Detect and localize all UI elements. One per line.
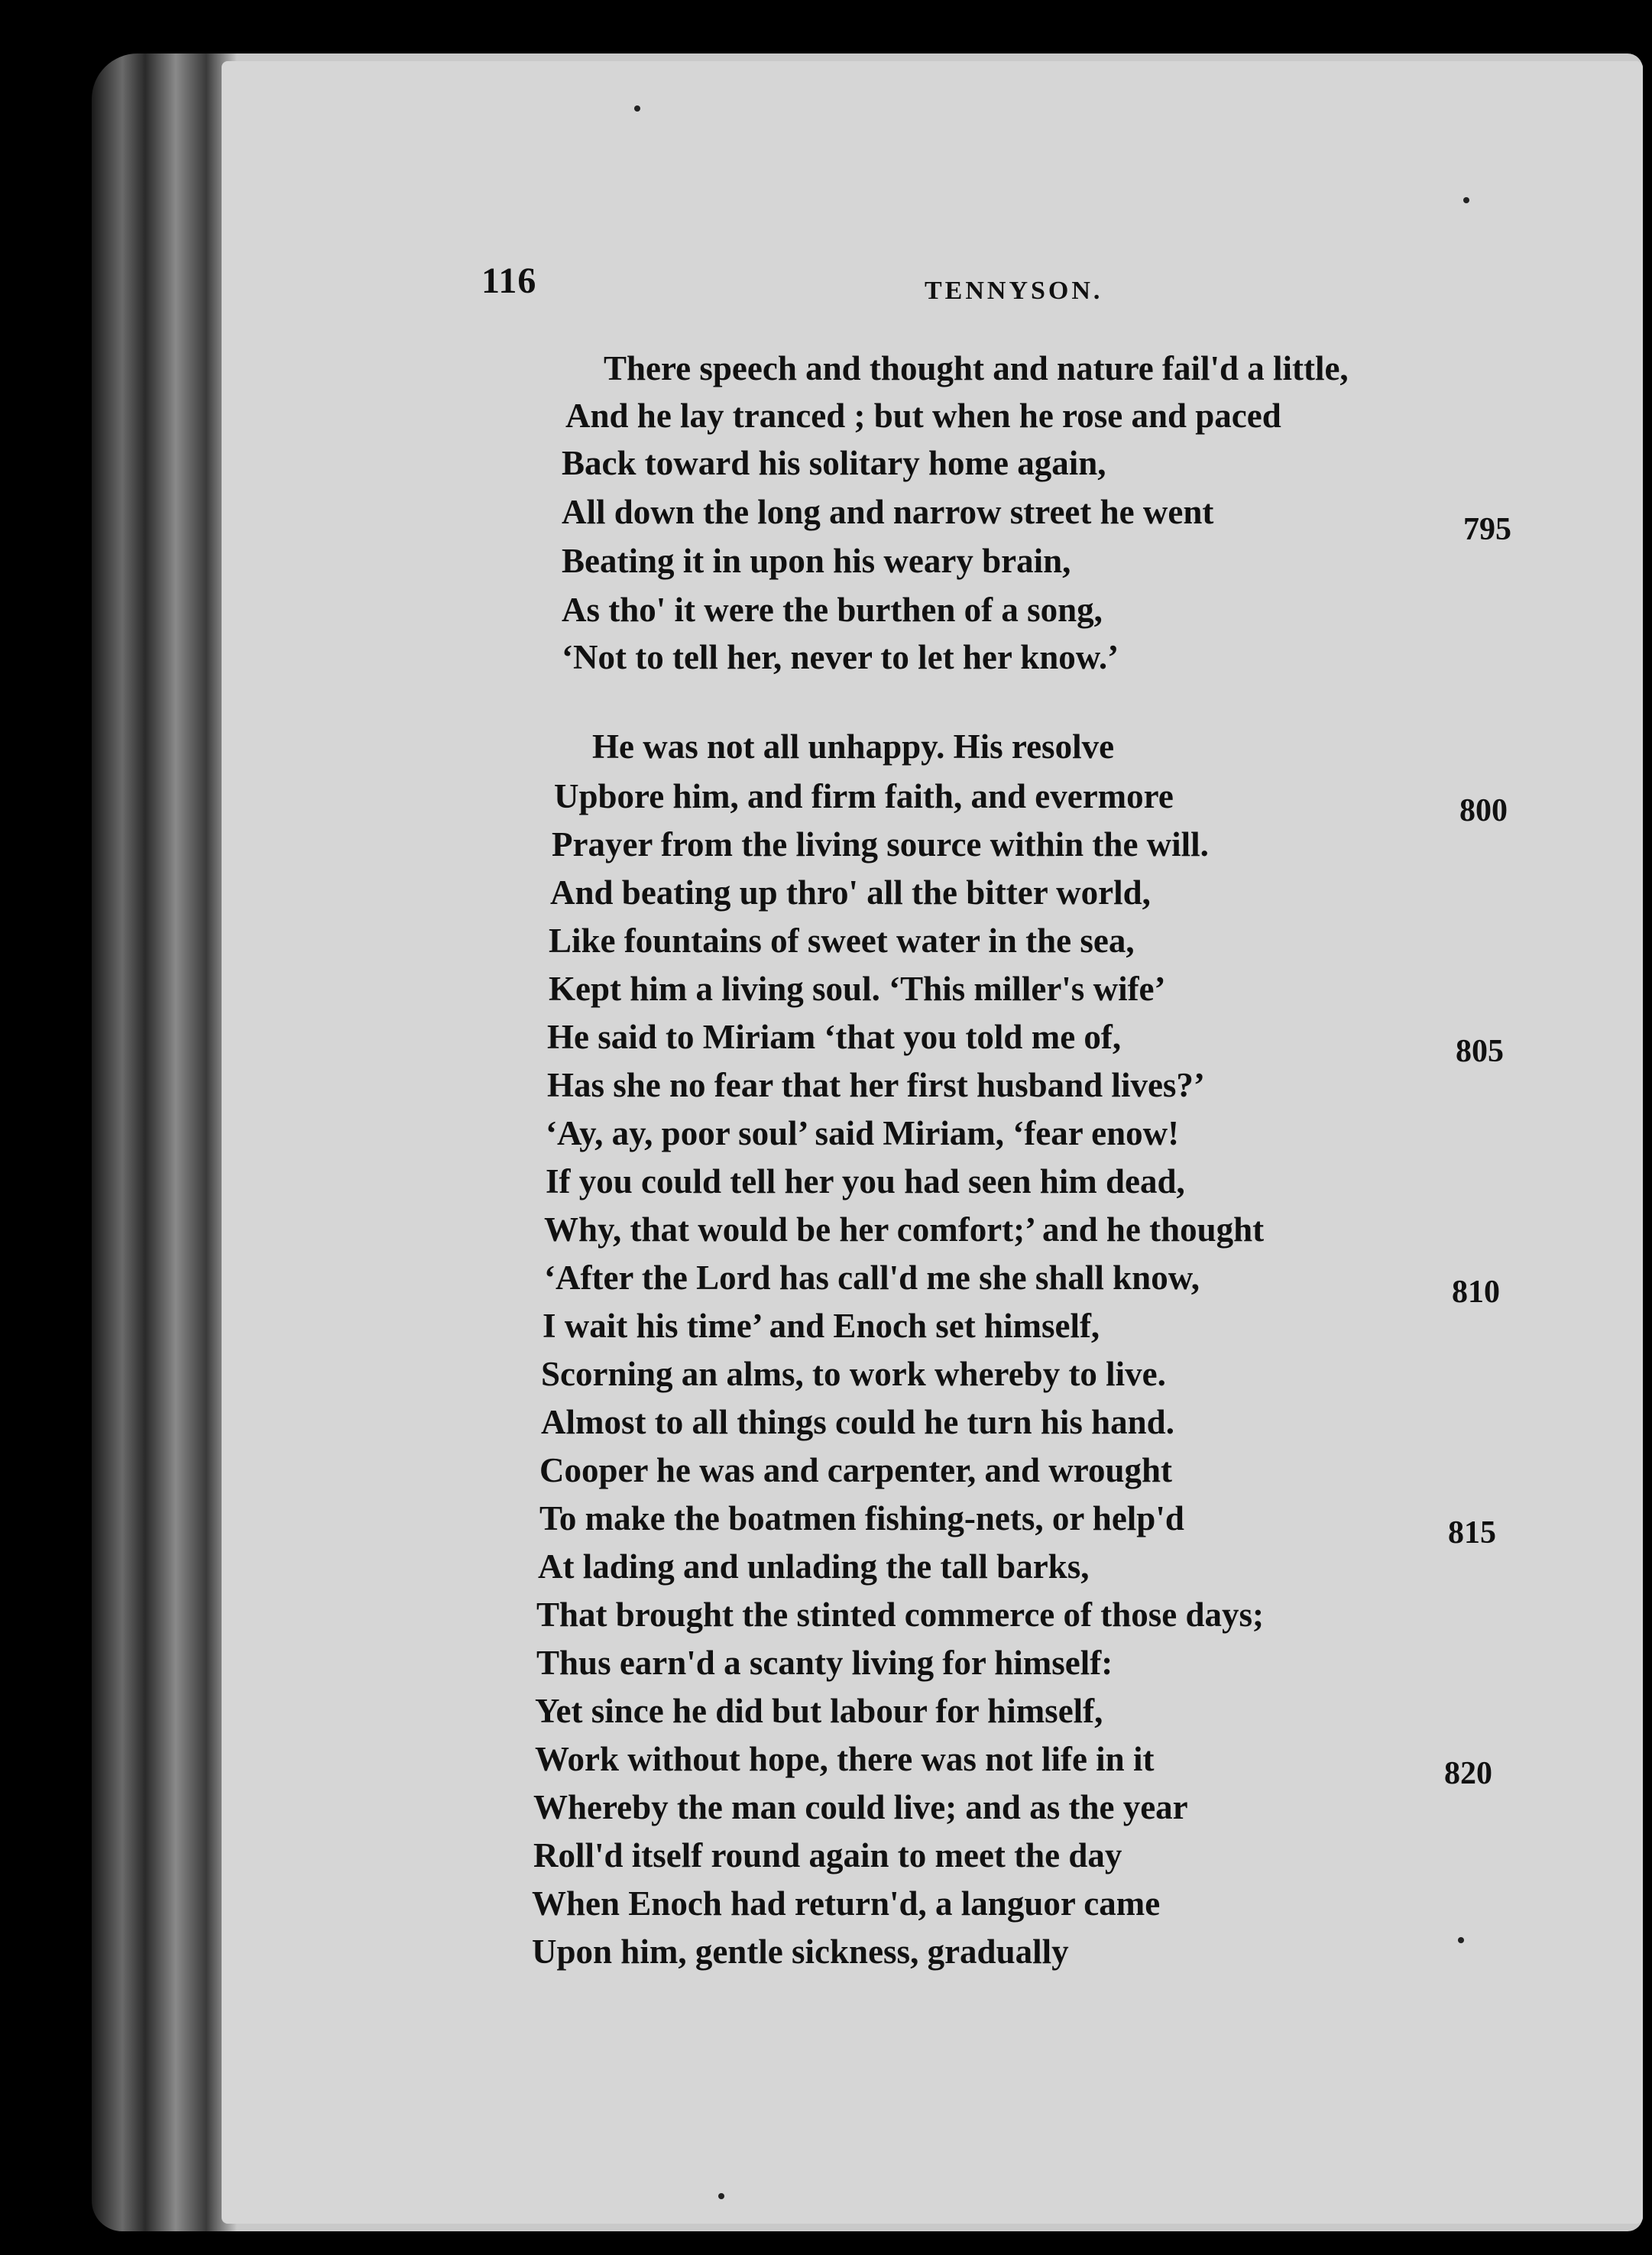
- poem-line: All down the long and narrow street he went: [562, 493, 1214, 531]
- poem-line: Scorning an alms, to work whereby to live.: [541, 1355, 1166, 1393]
- poem-line: And he lay tranced ; but when he rose and paced: [565, 397, 1281, 435]
- line-number: 815: [1448, 1515, 1496, 1550]
- poem-line: At lading and unlading the tall barks,: [538, 1547, 1090, 1586]
- line-number: 820: [1444, 1756, 1492, 1791]
- ink-speck: [718, 2193, 724, 2199]
- poem-line: Upbore him, and firm faith, and evermore: [554, 777, 1174, 815]
- poem-line: Work without hope, there was not life in it: [535, 1740, 1155, 1778]
- poem-line: I wait his time’ and Enoch set himself,: [543, 1307, 1100, 1345]
- poem-line: Like fountains of sweet water in the sea,: [549, 922, 1135, 960]
- line-number: 795: [1463, 512, 1511, 547]
- poem-line: Has she no fear that her first husband lives?’: [547, 1066, 1205, 1104]
- poem-line: He was not all unhappy. His resolve: [592, 727, 1115, 766]
- poem-line: Almost to all things could he turn his hand.: [541, 1403, 1174, 1441]
- poem-line: Yet since he did but labour for himself,: [535, 1692, 1103, 1730]
- poem-line: Prayer from the living source within the will.: [552, 825, 1209, 863]
- poem-line: There speech and thought and nature fail'd a little,: [604, 349, 1349, 387]
- poem-line: Thus earn'd a scanty living for himself:: [536, 1644, 1113, 1682]
- poem-line: As tho' it were the burthen of a song,: [562, 591, 1103, 629]
- poem-line: ‘Ay, ay, poor soul’ said Miriam, ‘fear enow!: [546, 1114, 1180, 1152]
- ink-speck: [1463, 197, 1469, 203]
- poem-line: Cooper he was and carpenter, and wrought: [539, 1451, 1172, 1489]
- poem-line: To make the boatmen fishing-nets, or help'd: [539, 1499, 1184, 1537]
- line-number: 810: [1452, 1275, 1500, 1310]
- poem-line: ‘Not to tell her, never to let her know.’: [562, 638, 1119, 676]
- line-number: 800: [1459, 793, 1508, 828]
- running-head: TENNYSON.: [925, 277, 1103, 305]
- poem-line: Roll'd itself round again to meet the day: [533, 1836, 1122, 1874]
- poem-line: Whereby the man could live; and as the year: [533, 1788, 1188, 1826]
- ink-speck: [1458, 1937, 1464, 1943]
- poem-line: And beating up thro' all the bitter world,: [550, 873, 1151, 912]
- page-number: 116: [481, 261, 537, 301]
- poem-line: That brought the stinted commerce of those days;: [536, 1596, 1265, 1634]
- poem-line: Why, that would be her comfort;’ and he thought: [544, 1210, 1265, 1249]
- poem-line: ‘After the Lord has call'd me she shall know,: [544, 1259, 1200, 1297]
- poem-line: Back toward his solitary home again,: [562, 444, 1106, 482]
- poem-line: He said to Miriam ‘that you told me of,: [547, 1018, 1122, 1056]
- poem-line: Kept him a living soul. ‘This miller's wife’: [549, 970, 1166, 1008]
- poem-line: Beating it in upon his weary brain,: [562, 542, 1071, 580]
- poem-line: If you could tell her you had seen him dead,: [546, 1162, 1185, 1200]
- ink-speck: [634, 105, 640, 112]
- line-number: 805: [1456, 1034, 1504, 1069]
- poem-line: Upon him, gentle sickness, gradually: [532, 1933, 1069, 1971]
- poem-line: When Enoch had return'd, a languor came: [532, 1884, 1161, 1923]
